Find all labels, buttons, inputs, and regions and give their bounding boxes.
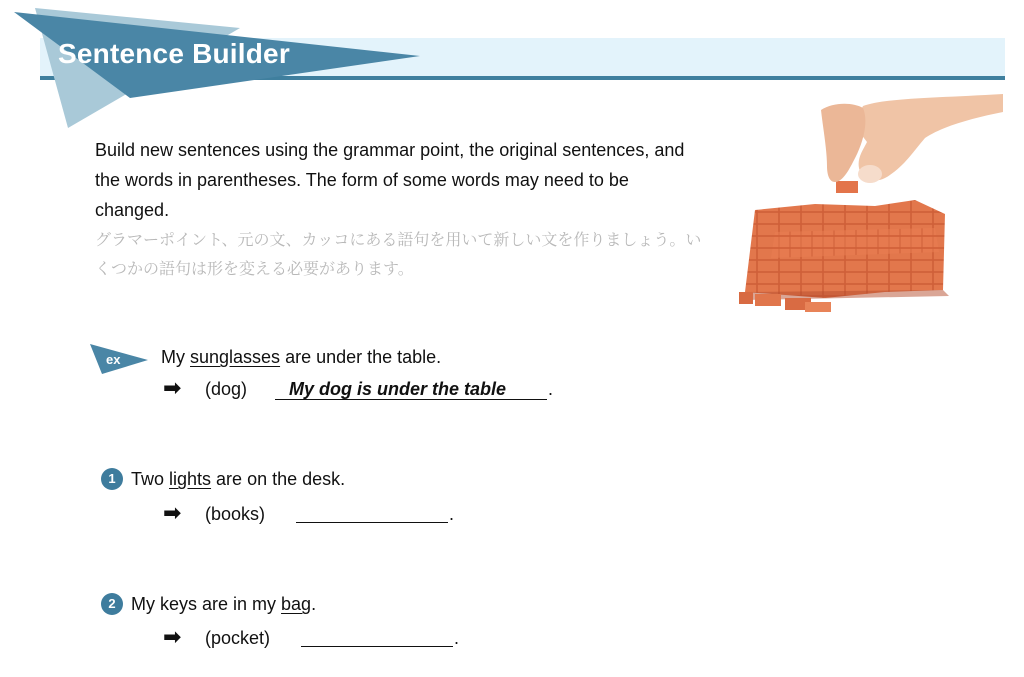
example-sentence	[161, 347, 441, 368]
instructions-english: Build new sentences using the grammar point, the original sentences, and the words in parentheses. The form of some words may need to be changed.	[95, 140, 685, 220]
exercise-1-sentence-start: Two	[131, 469, 170, 489]
exercise-2-answer-blank[interactable]	[301, 646, 453, 647]
exercise-1-cue: (books)	[205, 504, 266, 524]
exercise-1-arrow-icon: ➡	[163, 500, 182, 525]
page-title: Sentence Builder	[58, 38, 290, 69]
exercise-2-cue: (pocket)	[205, 628, 271, 648]
example-badge-label: ex	[106, 352, 121, 367]
instructions	[95, 135, 705, 283]
exercise-1-period: .	[449, 504, 455, 524]
exercise-number-badge: 1	[101, 468, 123, 490]
exercise-2-sentence-end: .	[311, 594, 317, 614]
exercise-2-sentence	[131, 594, 316, 615]
exercise-2-arrow-icon: ➡	[163, 624, 182, 649]
example-cue: (dog)	[205, 379, 248, 399]
exercise-number-badge: 2	[101, 593, 123, 615]
exercise-1-answer-blank[interactable]	[296, 522, 448, 523]
example-badge	[88, 342, 150, 376]
exercise-1-sentence-end: are on the desk.	[211, 469, 346, 489]
exercise-2-sentence-start: My keys are in my	[131, 594, 282, 614]
exercise-2-underlined-word: bag	[281, 594, 312, 614]
example-sentence-end: are under the table.	[280, 347, 442, 367]
example-underlined-word: sunglasses	[190, 347, 281, 367]
exercise-2-period: .	[454, 628, 460, 648]
example-arrow-icon: ➡	[163, 375, 182, 400]
instructions-japanese: グラマーポイント、元の文、カッコにある語句を用いて新しい文を作りましょう。いくつかの語句は形を変える必要があります。	[95, 230, 702, 278]
hand-placing-brick-wall-image	[735, 92, 1005, 317]
exercise-1-underlined-word: lights	[169, 469, 212, 489]
example-period: .	[548, 379, 554, 399]
example-sentence-start: My	[161, 347, 190, 367]
exercise-1-sentence	[131, 469, 345, 490]
example-answer: My dog is under the table	[289, 379, 507, 399]
